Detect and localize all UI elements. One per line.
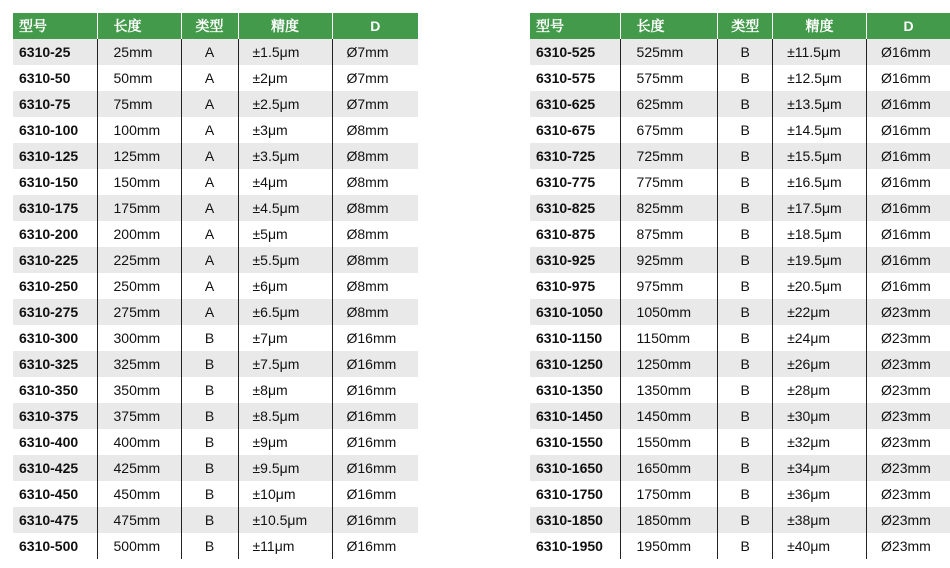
table-row bbox=[13, 325, 418, 351]
cell-length: 975mm bbox=[620, 273, 718, 299]
cell-precision: ±14.5μm bbox=[773, 117, 867, 143]
cell-precision: ±19.5μm bbox=[773, 247, 867, 273]
header-type: 类型 bbox=[718, 13, 773, 39]
cell-type: B bbox=[718, 325, 773, 351]
cell-precision: ±22μm bbox=[773, 299, 867, 325]
cell-length: 1450mm bbox=[620, 403, 718, 429]
cell-diameter: Ø23mm bbox=[867, 507, 950, 533]
cell-length: 75mm bbox=[97, 91, 181, 117]
cell-length: 1750mm bbox=[620, 481, 718, 507]
table-header-row bbox=[530, 13, 950, 39]
cell-diameter: Ø16mm bbox=[332, 325, 418, 351]
cell-diameter: Ø16mm bbox=[867, 247, 950, 273]
table-row bbox=[530, 117, 950, 143]
cell-type: A bbox=[181, 169, 238, 195]
cell-model: 6310-100 bbox=[13, 117, 97, 143]
cell-diameter: Ø16mm bbox=[867, 195, 950, 221]
cell-length: 625mm bbox=[620, 91, 718, 117]
cell-precision: ±3μm bbox=[238, 117, 332, 143]
table-row bbox=[530, 325, 950, 351]
cell-model: 6310-1250 bbox=[530, 351, 620, 377]
cell-length: 375mm bbox=[97, 403, 181, 429]
cell-precision: ±9μm bbox=[238, 429, 332, 455]
cell-precision: ±18.5μm bbox=[773, 221, 867, 247]
cell-model: 6310-300 bbox=[13, 325, 97, 351]
cell-type: A bbox=[181, 195, 238, 221]
cell-precision: ±17.5μm bbox=[773, 195, 867, 221]
table-row bbox=[13, 455, 418, 481]
cell-model: 6310-1350 bbox=[530, 377, 620, 403]
cell-type: B bbox=[181, 351, 238, 377]
cell-diameter: Ø23mm bbox=[867, 351, 950, 377]
cell-model: 6310-150 bbox=[13, 169, 97, 195]
cell-type: B bbox=[181, 455, 238, 481]
cell-precision: ±6.5μm bbox=[238, 299, 332, 325]
cell-type: B bbox=[718, 403, 773, 429]
cell-diameter: Ø8mm bbox=[332, 247, 418, 273]
cell-length: 525mm bbox=[620, 39, 718, 65]
cell-model: 6310-25 bbox=[13, 39, 97, 65]
cell-length: 325mm bbox=[97, 351, 181, 377]
table-row bbox=[13, 429, 418, 455]
cell-precision: ±4μm bbox=[238, 169, 332, 195]
cell-diameter: Ø8mm bbox=[332, 273, 418, 299]
cell-diameter: Ø16mm bbox=[867, 91, 950, 117]
cell-precision: ±7.5μm bbox=[238, 351, 332, 377]
cell-length: 675mm bbox=[620, 117, 718, 143]
table-row bbox=[13, 481, 418, 507]
table-row bbox=[530, 221, 950, 247]
cell-diameter: Ø23mm bbox=[867, 455, 950, 481]
cell-length: 1250mm bbox=[620, 351, 718, 377]
cell-precision: ±6μm bbox=[238, 273, 332, 299]
table-header-row bbox=[13, 13, 418, 39]
cell-length: 25mm bbox=[97, 39, 181, 65]
table-row bbox=[530, 91, 950, 117]
cell-model: 6310-1550 bbox=[530, 429, 620, 455]
table-row bbox=[13, 533, 418, 559]
cell-precision: ±9.5μm bbox=[238, 455, 332, 481]
cell-model: 6310-475 bbox=[13, 507, 97, 533]
cell-model: 6310-225 bbox=[13, 247, 97, 273]
header-model: 型号 bbox=[530, 13, 620, 39]
cell-model: 6310-775 bbox=[530, 169, 620, 195]
cell-precision: ±11.5μm bbox=[773, 39, 867, 65]
cell-type: B bbox=[718, 351, 773, 377]
table-row bbox=[530, 455, 950, 481]
cell-precision: ±1.5μm bbox=[238, 39, 332, 65]
cell-model: 6310-875 bbox=[530, 221, 620, 247]
cell-length: 50mm bbox=[97, 65, 181, 91]
table-row bbox=[530, 429, 950, 455]
cell-length: 1550mm bbox=[620, 429, 718, 455]
cell-precision: ±5μm bbox=[238, 221, 332, 247]
cell-type: B bbox=[718, 247, 773, 273]
cell-model: 6310-500 bbox=[13, 533, 97, 559]
table-row bbox=[13, 221, 418, 247]
cell-model: 6310-350 bbox=[13, 377, 97, 403]
cell-type: A bbox=[181, 39, 238, 65]
table-row bbox=[530, 481, 950, 507]
cell-type: B bbox=[718, 39, 773, 65]
cell-model: 6310-675 bbox=[530, 117, 620, 143]
cell-precision: ±38μm bbox=[773, 507, 867, 533]
cell-precision: ±40μm bbox=[773, 533, 867, 559]
cell-model: 6310-1150 bbox=[530, 325, 620, 351]
cell-diameter: Ø23mm bbox=[867, 325, 950, 351]
cell-type: B bbox=[181, 429, 238, 455]
cell-diameter: Ø23mm bbox=[867, 377, 950, 403]
cell-type: B bbox=[718, 481, 773, 507]
cell-precision: ±28μm bbox=[773, 377, 867, 403]
cell-model: 6310-825 bbox=[530, 195, 620, 221]
cell-type: B bbox=[181, 403, 238, 429]
cell-length: 775mm bbox=[620, 169, 718, 195]
cell-diameter: Ø23mm bbox=[867, 429, 950, 455]
table-row bbox=[530, 39, 950, 65]
cell-model: 6310-1650 bbox=[530, 455, 620, 481]
cell-model: 6310-975 bbox=[530, 273, 620, 299]
cell-model: 6310-325 bbox=[13, 351, 97, 377]
cell-precision: ±13.5μm bbox=[773, 91, 867, 117]
cell-precision: ±3.5μm bbox=[238, 143, 332, 169]
cell-length: 200mm bbox=[97, 221, 181, 247]
cell-type: A bbox=[181, 117, 238, 143]
cell-length: 1650mm bbox=[620, 455, 718, 481]
header-diameter: D bbox=[867, 13, 950, 39]
cell-model: 6310-50 bbox=[13, 65, 97, 91]
table-row bbox=[530, 351, 950, 377]
cell-length: 125mm bbox=[97, 143, 181, 169]
cell-diameter: Ø16mm bbox=[867, 39, 950, 65]
spec-table-right bbox=[530, 13, 950, 559]
cell-length: 1350mm bbox=[620, 377, 718, 403]
cell-model: 6310-175 bbox=[13, 195, 97, 221]
cell-model: 6310-1750 bbox=[530, 481, 620, 507]
cell-length: 425mm bbox=[97, 455, 181, 481]
cell-diameter: Ø16mm bbox=[867, 169, 950, 195]
cell-model: 6310-400 bbox=[13, 429, 97, 455]
cell-diameter: Ø23mm bbox=[867, 481, 950, 507]
cell-precision: ±8μm bbox=[238, 377, 332, 403]
cell-precision: ±20.5μm bbox=[773, 273, 867, 299]
cell-model: 6310-925 bbox=[530, 247, 620, 273]
cell-model: 6310-1050 bbox=[530, 299, 620, 325]
cell-type: A bbox=[181, 299, 238, 325]
cell-precision: ±2μm bbox=[238, 65, 332, 91]
cell-type: B bbox=[181, 533, 238, 559]
cell-type: B bbox=[718, 143, 773, 169]
cell-length: 300mm bbox=[97, 325, 181, 351]
cell-precision: ±11μm bbox=[238, 533, 332, 559]
cell-type: A bbox=[181, 143, 238, 169]
cell-diameter: Ø16mm bbox=[332, 377, 418, 403]
cell-precision: ±4.5μm bbox=[238, 195, 332, 221]
cell-model: 6310-125 bbox=[13, 143, 97, 169]
cell-model: 6310-450 bbox=[13, 481, 97, 507]
cell-model: 6310-425 bbox=[13, 455, 97, 481]
cell-length: 350mm bbox=[97, 377, 181, 403]
header-precision: 精度 bbox=[773, 13, 867, 39]
cell-diameter: Ø16mm bbox=[332, 533, 418, 559]
cell-diameter: Ø16mm bbox=[867, 273, 950, 299]
table-row bbox=[13, 247, 418, 273]
table-row bbox=[530, 169, 950, 195]
cell-type: B bbox=[718, 507, 773, 533]
cell-precision: ±16.5μm bbox=[773, 169, 867, 195]
header-length: 长度 bbox=[97, 13, 181, 39]
cell-diameter: Ø16mm bbox=[867, 65, 950, 91]
header-model: 型号 bbox=[13, 13, 97, 39]
cell-precision: ±24μm bbox=[773, 325, 867, 351]
cell-diameter: Ø8mm bbox=[332, 299, 418, 325]
table-row bbox=[530, 507, 950, 533]
cell-model: 6310-1450 bbox=[530, 403, 620, 429]
table-row bbox=[13, 377, 418, 403]
cell-model: 6310-625 bbox=[530, 91, 620, 117]
cell-type: B bbox=[718, 533, 773, 559]
table-row bbox=[13, 403, 418, 429]
cell-precision: ±26μm bbox=[773, 351, 867, 377]
cell-length: 875mm bbox=[620, 221, 718, 247]
cell-type: B bbox=[718, 65, 773, 91]
table-row bbox=[530, 143, 950, 169]
cell-precision: ±7μm bbox=[238, 325, 332, 351]
cell-type: B bbox=[181, 507, 238, 533]
table-row bbox=[13, 299, 418, 325]
cell-type: B bbox=[181, 481, 238, 507]
cell-diameter: Ø7mm bbox=[332, 39, 418, 65]
cell-diameter: Ø7mm bbox=[332, 91, 418, 117]
cell-type: B bbox=[718, 195, 773, 221]
table-row bbox=[530, 247, 950, 273]
table-row bbox=[13, 117, 418, 143]
header-diameter: D bbox=[332, 13, 418, 39]
table-row bbox=[13, 273, 418, 299]
table-row bbox=[530, 65, 950, 91]
cell-diameter: Ø16mm bbox=[867, 117, 950, 143]
header-precision: 精度 bbox=[238, 13, 332, 39]
cell-type: B bbox=[181, 325, 238, 351]
cell-type: B bbox=[718, 91, 773, 117]
table-row bbox=[530, 299, 950, 325]
cell-precision: ±10.5μm bbox=[238, 507, 332, 533]
cell-diameter: Ø8mm bbox=[332, 169, 418, 195]
table-row bbox=[530, 195, 950, 221]
cell-length: 500mm bbox=[97, 533, 181, 559]
cell-diameter: Ø8mm bbox=[332, 143, 418, 169]
cell-precision: ±5.5μm bbox=[238, 247, 332, 273]
table-row bbox=[13, 507, 418, 533]
cell-diameter: Ø23mm bbox=[867, 299, 950, 325]
cell-model: 6310-725 bbox=[530, 143, 620, 169]
cell-length: 1850mm bbox=[620, 507, 718, 533]
table-row bbox=[13, 91, 418, 117]
cell-precision: ±15.5μm bbox=[773, 143, 867, 169]
cell-length: 275mm bbox=[97, 299, 181, 325]
table-row bbox=[13, 39, 418, 65]
cell-model: 6310-525 bbox=[530, 39, 620, 65]
table-row bbox=[13, 169, 418, 195]
cell-type: B bbox=[181, 377, 238, 403]
cell-type: B bbox=[718, 169, 773, 195]
cell-length: 450mm bbox=[97, 481, 181, 507]
cell-length: 150mm bbox=[97, 169, 181, 195]
header-length: 长度 bbox=[620, 13, 718, 39]
cell-model: 6310-275 bbox=[13, 299, 97, 325]
cell-length: 1950mm bbox=[620, 533, 718, 559]
cell-precision: ±30μm bbox=[773, 403, 867, 429]
table-row bbox=[13, 65, 418, 91]
cell-model: 6310-200 bbox=[13, 221, 97, 247]
table-row bbox=[530, 273, 950, 299]
cell-length: 100mm bbox=[97, 117, 181, 143]
cell-model: 6310-575 bbox=[530, 65, 620, 91]
cell-diameter: Ø16mm bbox=[867, 143, 950, 169]
cell-diameter: Ø16mm bbox=[332, 403, 418, 429]
cell-type: A bbox=[181, 273, 238, 299]
cell-type: A bbox=[181, 65, 238, 91]
cell-precision: ±34μm bbox=[773, 455, 867, 481]
cell-type: A bbox=[181, 91, 238, 117]
cell-length: 1150mm bbox=[620, 325, 718, 351]
cell-length: 1050mm bbox=[620, 299, 718, 325]
cell-model: 6310-1950 bbox=[530, 533, 620, 559]
cell-length: 725mm bbox=[620, 143, 718, 169]
cell-type: B bbox=[718, 273, 773, 299]
cell-precision: ±32μm bbox=[773, 429, 867, 455]
cell-length: 825mm bbox=[620, 195, 718, 221]
cell-diameter: Ø16mm bbox=[867, 221, 950, 247]
cell-precision: ±2.5μm bbox=[238, 91, 332, 117]
cell-precision: ±12.5μm bbox=[773, 65, 867, 91]
cell-type: B bbox=[718, 429, 773, 455]
cell-length: 250mm bbox=[97, 273, 181, 299]
cell-length: 400mm bbox=[97, 429, 181, 455]
cell-model: 6310-375 bbox=[13, 403, 97, 429]
cell-precision: ±10μm bbox=[238, 481, 332, 507]
table-row bbox=[13, 351, 418, 377]
cell-diameter: Ø16mm bbox=[332, 429, 418, 455]
cell-length: 575mm bbox=[620, 65, 718, 91]
cell-diameter: Ø23mm bbox=[867, 403, 950, 429]
cell-type: B bbox=[718, 117, 773, 143]
cell-diameter: Ø8mm bbox=[332, 195, 418, 221]
cell-length: 225mm bbox=[97, 247, 181, 273]
cell-diameter: Ø7mm bbox=[332, 65, 418, 91]
header-type: 类型 bbox=[181, 13, 238, 39]
cell-diameter: Ø23mm bbox=[867, 533, 950, 559]
table-row bbox=[530, 377, 950, 403]
cell-diameter: Ø16mm bbox=[332, 351, 418, 377]
cell-type: A bbox=[181, 221, 238, 247]
cell-length: 475mm bbox=[97, 507, 181, 533]
cell-type: B bbox=[718, 377, 773, 403]
cell-diameter: Ø8mm bbox=[332, 221, 418, 247]
table-row bbox=[530, 533, 950, 559]
table-row bbox=[530, 403, 950, 429]
cell-model: 6310-250 bbox=[13, 273, 97, 299]
spec-table-left bbox=[13, 13, 418, 559]
cell-length: 925mm bbox=[620, 247, 718, 273]
cell-diameter: Ø16mm bbox=[332, 507, 418, 533]
cell-length: 175mm bbox=[97, 195, 181, 221]
cell-type: B bbox=[718, 221, 773, 247]
cell-type: A bbox=[181, 247, 238, 273]
cell-diameter: Ø16mm bbox=[332, 455, 418, 481]
cell-precision: ±36μm bbox=[773, 481, 867, 507]
table-row bbox=[13, 195, 418, 221]
table-row bbox=[13, 143, 418, 169]
cell-diameter: Ø8mm bbox=[332, 117, 418, 143]
cell-type: B bbox=[718, 455, 773, 481]
cell-model: 6310-1850 bbox=[530, 507, 620, 533]
cell-diameter: Ø16mm bbox=[332, 481, 418, 507]
cell-model: 6310-75 bbox=[13, 91, 97, 117]
cell-precision: ±8.5μm bbox=[238, 403, 332, 429]
cell-type: B bbox=[718, 299, 773, 325]
